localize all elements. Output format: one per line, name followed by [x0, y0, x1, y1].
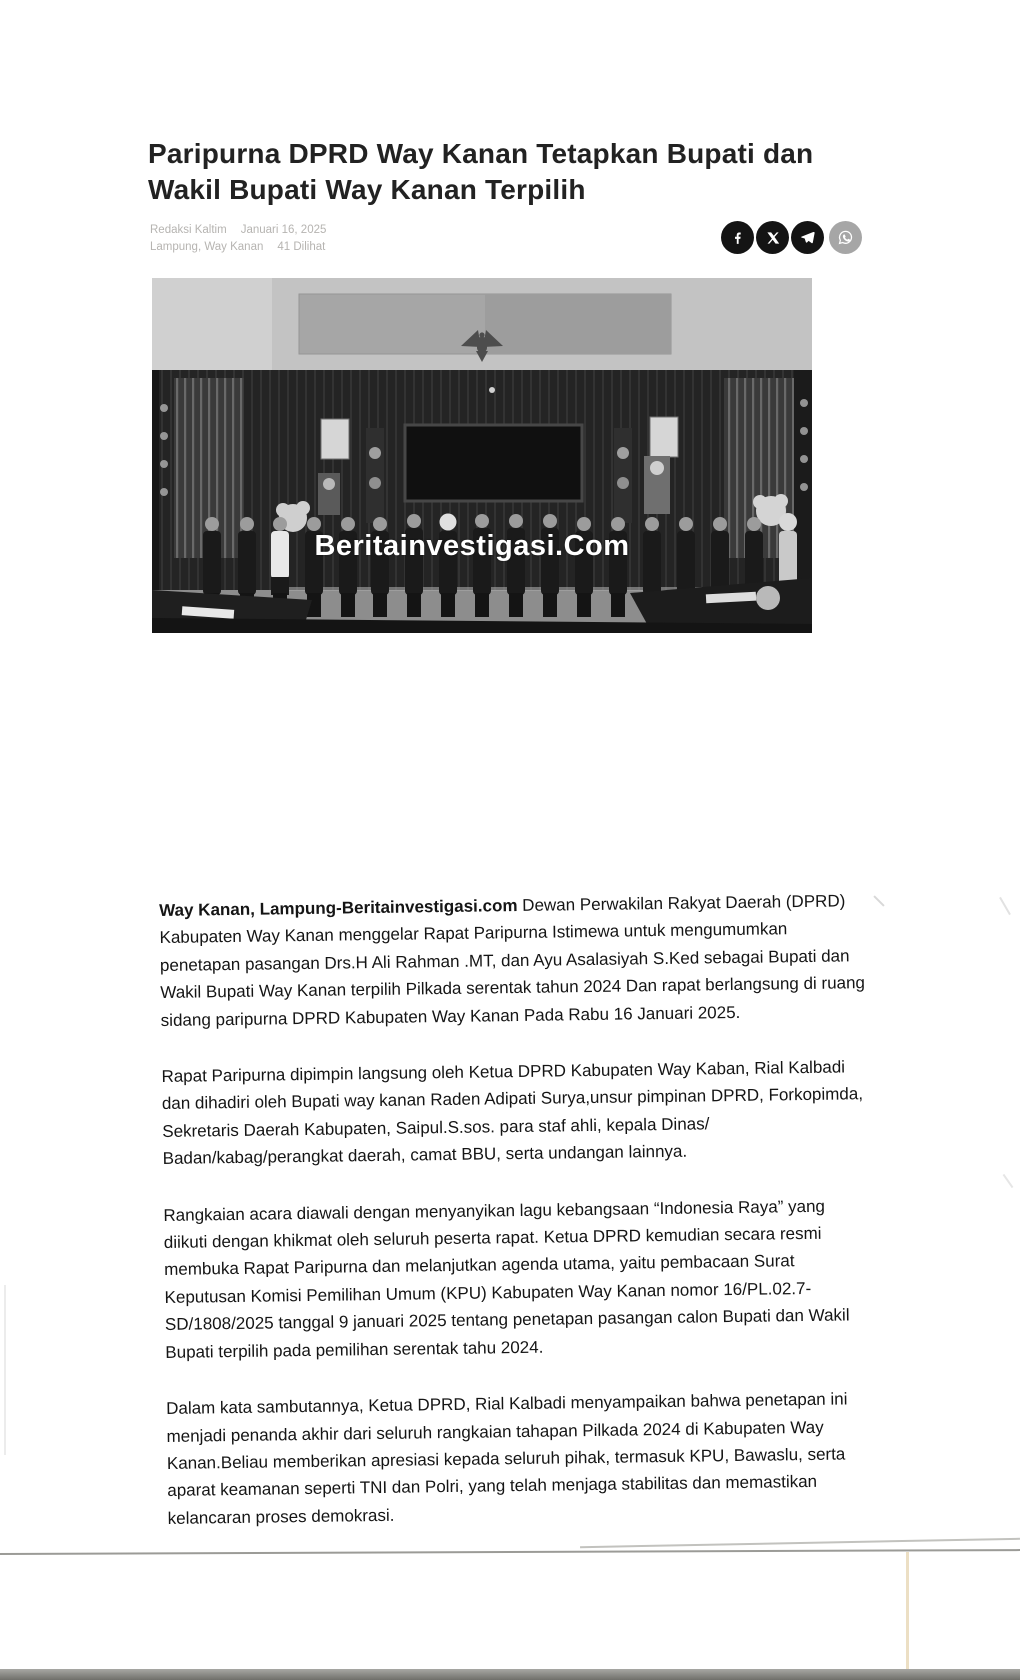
scan-mark: [873, 895, 884, 906]
scan-mark: [1003, 1174, 1014, 1188]
x-share-icon[interactable]: [756, 221, 789, 254]
meta-views: 41 Dilihat: [277, 241, 326, 253]
scan-mark: [4, 1285, 6, 1455]
meta-row-top: [150, 222, 326, 239]
article-paragraph-4: Dalam kata sambutannya, Ketua DPRD, Rial Kalbadi menyampaikan bahwa penetapan ini menjadi penanda akhir dari seluruh rangkaian tahapan Pilkada 2024 di Kabupaten Way Kanan.Beliau memberikan apresiasi kepada seluruh pihak, termasuk KPU, Bawaslu, serta aparat keamanan seperti TNI dan Polri, yang telah menjaga stabilitas dan memastikan kelancaran proses demokrasi.: [166, 1389, 848, 1528]
meta-author: Redaksi Kaltim: [150, 224, 227, 236]
share-buttons: [721, 221, 862, 254]
scan-mark: [999, 897, 1011, 915]
article-paragraph-3: Rangkaian acara diawali dengan menyanyikan lagu kebangsaan “Indonesia Raya” yang diikuti dengan khikmat oleh seluruh peserta rapat. Ketua DPRD kemudian secara resmi membuka Rapat Paripurna dan melanjutkan agenda utama, yaitu pembacaan Surat Keputusan Komisi Pemilihan Umum (KPU) Kabupaten Way Kanan nomor 16/PL.02.7-SD/1808/2025 tanggal 9 januari 2025 tentang penetapan pasangan calon Bupati dan Wakil Bupati terpilih pada pemilihan serentak tahu 2024.: [163, 1196, 850, 1362]
scan-beige-vertical-line: [906, 1552, 909, 1680]
meta-date: Januari 16, 2025: [240, 224, 327, 236]
meta-location: Lampung, Way Kanan: [150, 241, 264, 253]
whatsapp-share-icon[interactable]: [829, 221, 862, 254]
article-photo: [152, 278, 812, 633]
telegram-share-icon[interactable]: [791, 221, 824, 254]
article-meta: [150, 222, 326, 256]
session-hall-illustration: [152, 278, 812, 633]
facebook-share-icon[interactable]: [721, 221, 754, 254]
article-paragraph-1: Way Kanan, Lampung-Beritainvestigasi.com Dewan Perwakilan Rakyat Daerah (DPRD) Kabupaten Way Kanan menggelar Rapat Paripurna Istimewa untuk mengumumkan penetapan pasangan Drs.H Ali Rahman .MT, dan Ayu Asalasiyah S.Ked sebagai Bupati dan Wakil Bupati Way Kanan terpilih Pilkada serentak tahun 2024 Dan rapat berlangsung di ruang sidang paripurna DPRD Kabupaten Way Kanan Pada Rabu 16 Januari 2025.: [159, 891, 866, 1030]
paragraph-lead: Way Kanan, Lampung-Beritainvestigasi.com: [159, 895, 518, 920]
article-body: [159, 887, 874, 1561]
photo-watermark: Beritainvestigasi.Com: [314, 530, 630, 562]
article-title: Paripurna DPRD Way Kanan Tetapkan Bupati dan Wakil Bupati Way Kanan Terpilih: [148, 138, 814, 205]
scan-bottom-band: [0, 1669, 1020, 1680]
article-paragraph-2: Rapat Paripurna dipimpin langsung oleh Ketua DPRD Kabupaten Way Kaban, Rial Kalbadi dan dihadiri oleh Bupati way kanan Raden Adipati Surya,unsur pimpinan DPRD, Forkopimda, Sekretaris Daerah Kabupaten, Saipul.S.sos. para staf ahli, kepala Dinas/ Badan/kabag/perangkat daerah, camat BBU, serta undangan lainnya.: [161, 1057, 864, 1169]
meta-row-bottom: [150, 239, 326, 256]
